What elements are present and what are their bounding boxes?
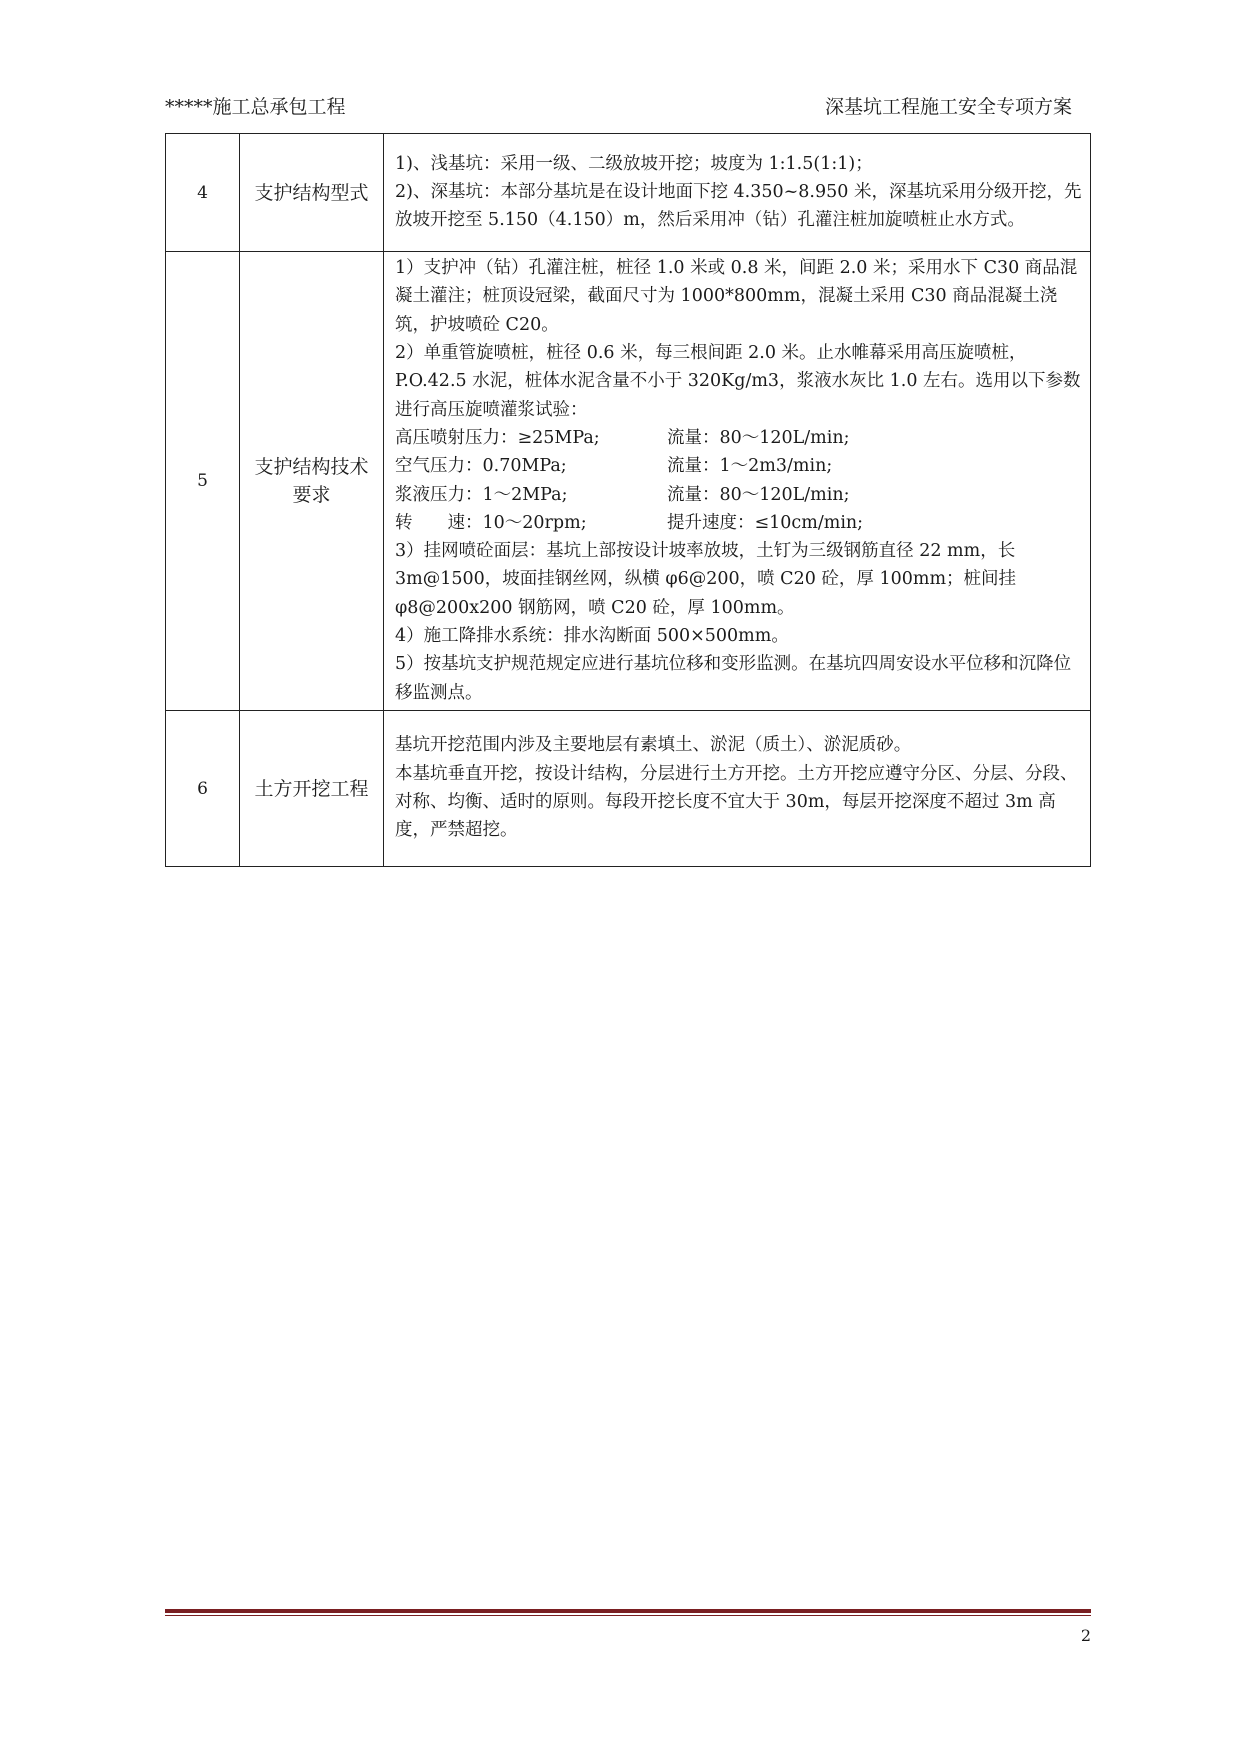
param-left: 浆液压力：1～2MPa; <box>395 484 568 505</box>
param-right: 流量：1～2m3/min; <box>667 456 833 477</box>
footer-rule-thin <box>165 1615 1091 1616</box>
grouting-parameters <box>395 424 1084 537</box>
content-paragraph: 3）挂网喷砼面层：基坑上部按设计坡率放坡，土钉为三级钢筋直径 22 mm，长 3m@1500，坡面挂钢丝网，纵横 φ6@200，喷 C20 砼，厚 100mm；桩间挂 φ8@200x200 钢筋网，喷 C20 砼，厚 100mm。 <box>395 541 1017 618</box>
row-number: 5 <box>166 252 240 711</box>
header-project-title: *****施工总承包工程 <box>165 96 346 118</box>
param-right: 流量：80～120L/min; <box>667 427 850 448</box>
content-paragraph: 本基坑垂直开挖，按设计结构，分层进行土方开挖。土方开挖应遵守分区、分层、分段、对称、均衡、适时的原则。每段开挖长度不宜大于 30m，每层开挖深度不超过 3m 高度，严禁超挖。 <box>395 763 1078 841</box>
page-number: 2 <box>1080 1626 1091 1645</box>
header-document-title: 深基坑工程施工安全专项方案 <box>824 96 1072 118</box>
content-paragraph: 1)、浅基坑：采用一级、二级放坡开挖；坡度为 1:1.5(1:1)； <box>395 153 873 174</box>
table-row <box>166 134 1091 252</box>
content-paragraph: 基坑开挖范围内涉及主要地层有素填土、淤泥（质土）、淤泥质砂。 <box>395 735 912 756</box>
row-item-name: 支护结构技术要求 <box>240 252 384 711</box>
row-content <box>384 252 1091 711</box>
param-right: 提升速度：≤10cm/min; <box>667 512 864 533</box>
param-left: 空气压力：0.70MPa; <box>395 456 567 477</box>
param-right: 流量：80～120L/min; <box>667 484 850 505</box>
content-paragraph: 2)、深基坑：本部分基坑是在设计地面下挖 4.350~8.950 米，深基坑采用分级开挖，先放坡开挖至 5.150（4.150）m，然后采用冲（钻）孔灌注桩加旋喷桩止水方式。 <box>395 181 1082 231</box>
row-item-name: 土方开挖工程 <box>240 711 384 867</box>
row-content <box>384 134 1091 252</box>
table-row <box>166 252 1091 711</box>
footer-rule-thick <box>165 1609 1091 1613</box>
table-row <box>166 711 1091 867</box>
row-number: 4 <box>166 134 240 252</box>
param-left: 转 速：10～20rpm; <box>395 512 587 533</box>
page-header <box>165 92 1072 120</box>
content-paragraph: 2）单重管旋喷桩，桩径 0.6 米，每三根间距 2.0 米。止水帷幕采用高压旋喷桩，P.O.42.5 水泥，桩体水泥含量不小于 320Kg/m3，浆液水灰比 1.0 左右。选用以下参数进行高压旋喷灌浆试验： <box>395 343 1081 420</box>
spec-table <box>165 133 1091 867</box>
row-item-name: 支护结构型式 <box>240 134 384 252</box>
content-paragraph: 1）支护冲（钻）孔灌注桩，桩径 1.0 米或 0.8 米，间距 2.0 米；采用水下 C30 商品混凝土灌注；桩顶设冠梁，截面尺寸为 1000*800mm，混凝土采用 C30 商品混凝土浇筑，护坡喷砼 C20。 <box>395 258 1078 335</box>
content-paragraph: 4）施工降排水系统：排水沟断面 500×500mm。 <box>395 625 789 646</box>
content-paragraph: 5）按基坑支护规范规定应进行基坑位移和变形监测。在基坑四周安设水平位移和沉降位移监测点。 <box>395 654 1072 703</box>
row-number: 6 <box>166 711 240 867</box>
row-content <box>384 711 1091 867</box>
param-left: 高压喷射压力：≥25MPa; <box>395 427 600 448</box>
